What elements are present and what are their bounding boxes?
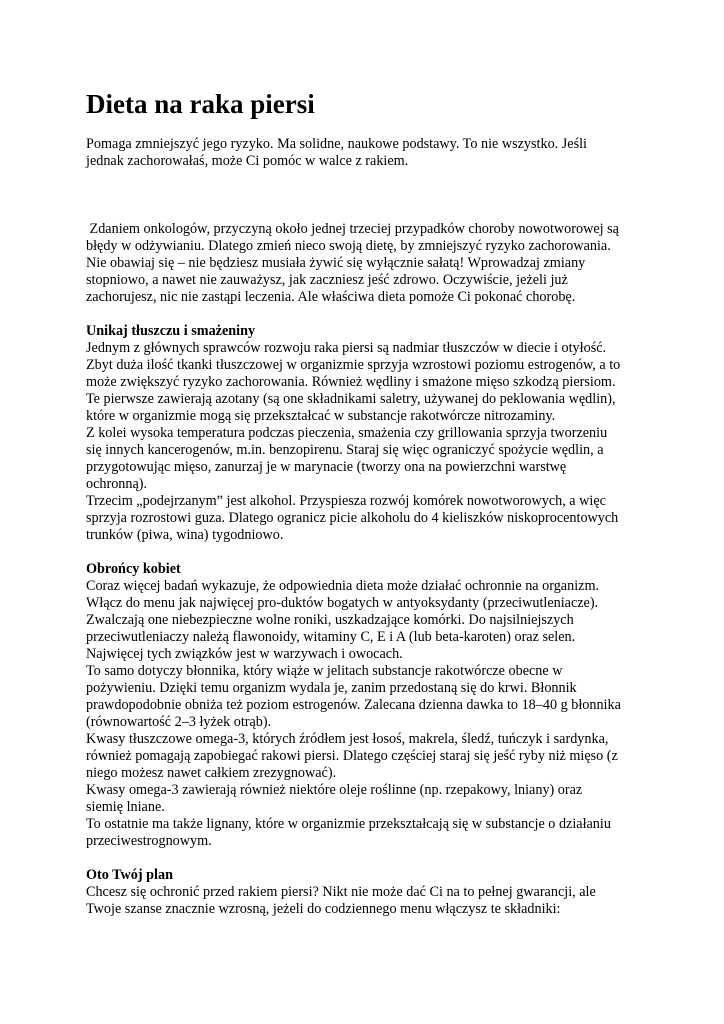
section1-line: przygotowując mięso, zanurzaj je w marynacie (tworzy ona na powierzchni warstwę — [86, 459, 567, 475]
section1-line: może zwiększyć ryzyko zachorowania. Również wędliny i smażone mięso szkodzą piersiom. — [86, 374, 616, 390]
section2-line: Zwalczają one niebezpieczne wolne roniki, uszkadzające komórki. Do najsilniejszych — [86, 612, 574, 628]
section2-line: pożywieniu. Dzięki temu organizm wydala je, zanim przedostaną się do krwi. Błonnik — [86, 680, 577, 696]
section-heading-plan: Oto Twój plan — [86, 867, 173, 883]
intro-line: zachorujesz, nic nie zastąpi leczenia. Ale właściwa dieta pomoże Ci pokonać chorobę. — [86, 289, 576, 305]
section2-line: Coraz więcej badań wykazuje, że odpowiednia dieta może działać ochronnie na organizm. — [86, 578, 600, 594]
section2-line: prawdopodobnie obniża też poziom estrogenów. Zalecana dzienna dawka to 18–40 g błonnika — [86, 697, 621, 713]
lead-line: Pomaga zmniejszyć jego ryzyko. Ma solidne, naukowe podstawy. To nie wszystko. Jeśli — [86, 136, 587, 152]
section2-line: przeciwutleniaczy należą flawonoidy, witaminy C, E i A (lub beta-karoten) oraz selen. — [86, 629, 576, 645]
section1-line: trunków (piwa, wina) tygodniowo. — [86, 527, 284, 543]
section1-line: Trzecim „podejrzanym” jest alkohol. Przyspiesza rozwój komórek nowotworowych, a więc — [86, 493, 606, 509]
intro-line: stopniowo, a nawet nie zauważysz, jak zaczniesz jeść zdrowo. Oczywiście, jeżeli już — [86, 272, 568, 288]
section2-line: (równowartość 2–3 łyżek otrąb). — [86, 714, 272, 730]
section-heading-fat: Unikaj tłuszczu i smażeniny — [86, 323, 256, 339]
section-heading-protectors: Obrońcy kobiet — [86, 561, 181, 577]
section1-line: które w organizmie mogą się przekształcać w substancje rakotwórcze nitrozaminy. — [86, 408, 556, 424]
section3-line: Chcesz się ochronić przed rakiem piersi? Nikt nie może dać Ci na to pełnej gwarancji, ale — [86, 884, 596, 900]
intro-line: Nie obawiaj się – nie będziesz musiała żywić się wyłącznie sałatą! Wprowadzaj zmiany — [86, 255, 586, 271]
section2-line: Kwasy tłuszczowe omega-3, których źródłem jest łosoś, makrela, śledź, tuńczyk i sardynka, — [86, 731, 609, 747]
section3-line: Twoje szanse znacznie wzrosną, jeżeli do codziennego menu włączysz te składniki: — [86, 901, 561, 917]
section1-line: sprzyja rozrostowi guza. Dlatego ogranicz picie alkoholu do 4 kieliszków niskoprocentowych — [86, 510, 619, 526]
section1-line: się innych kancerogenów, m.in. benzopirenu. Staraj się więc ograniczyć spożycie wędlin, a — [86, 442, 604, 458]
section2-line: przeciwestrognowym. — [86, 833, 212, 849]
section1-line: Jednym z głównych sprawców rozwoju raka piersi są nadmiar tłuszczów w diecie i otyłość. — [86, 340, 607, 356]
section2-line: Włącz do menu jak najwięcej pro-duktów bogatych w antyoksydanty (przeciwutleniacze). — [86, 595, 599, 611]
section2-line: Kwasy omega-3 zawierają również niektóre oleje roślinne (np. rzepakowy, lniany) oraz — [86, 782, 583, 798]
section2-line: niego możesz nawet całkiem zrezygnować). — [86, 765, 337, 781]
section2-line: To samo dotyczy błonnika, który wiąże w jelitach substancje rakotwórcze obecne w — [86, 663, 563, 679]
intro-line: Zdaniem onkologów, przyczyną około jednej trzeciej przypadków choroby nowotworowej są — [86, 221, 619, 237]
intro-line: błędy w odżywianiu. Dlatego zmień nieco swoją dietę, by zmniejszyć ryzyko zachorowania. — [86, 238, 611, 254]
section2-line: Najwięcej tych związków jest w warzywach i owocach. — [86, 646, 403, 662]
section1-line: ochronną). — [86, 476, 148, 492]
section2-line: To ostatnie ma także lignany, które w organizmie przekształcają się w substancje o działaniu — [86, 816, 611, 832]
section1-line: Te pierwsze zawierają azotany (są one składnikami saletry, używanej do peklowania wędlin), — [86, 391, 616, 407]
lead-line: jednak zachorowałaś, może Ci pomóc w walce z rakiem. — [86, 153, 409, 169]
section1-line: Zbyt duża ilość tkanki tłuszczowej w organizmie sprzyja wzrostowi poziomu estrogenów, a to — [86, 357, 621, 373]
section2-line: również pomagają zapobiegać rakowi piersi. Dlatego częściej staraj się jeść ryby niż mięso (z — [86, 748, 618, 764]
section2-line: siemię lniane. — [86, 799, 165, 815]
section1-line: Z kolei wysoka temperatura podczas pieczenia, smażenia czy grillowania sprzyja tworzeniu — [86, 425, 608, 441]
page-title: Dieta na raka piersi — [86, 89, 315, 119]
